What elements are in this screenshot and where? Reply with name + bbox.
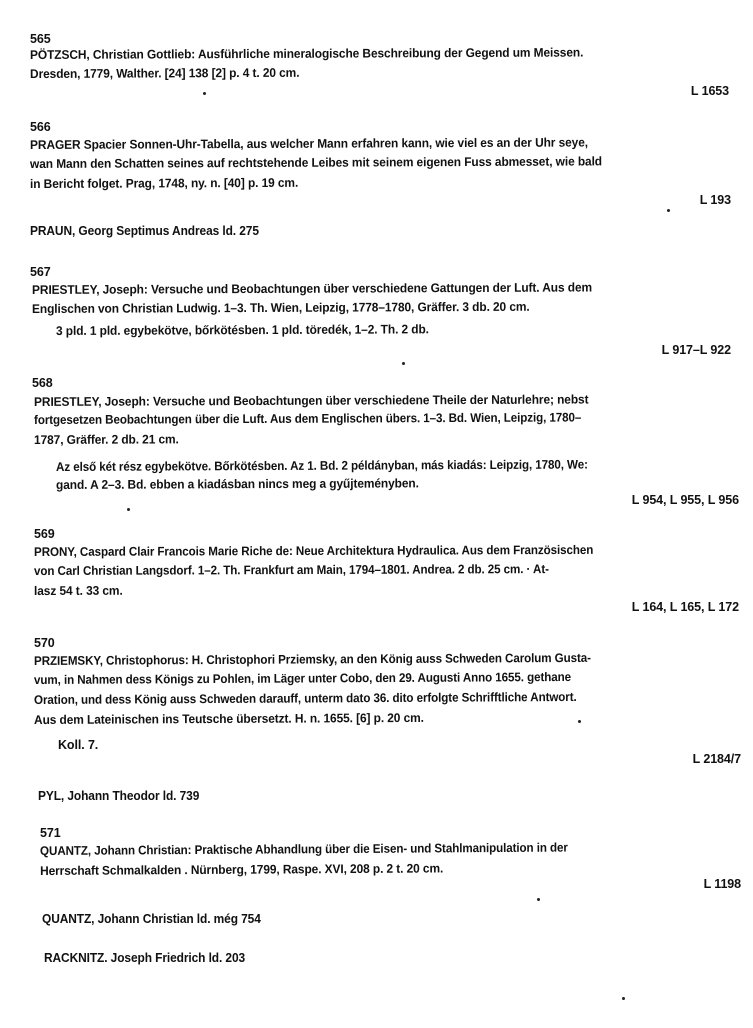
entry-565-signature: L 1653	[690, 84, 729, 98]
entry-568-signature: L 954, L 955, L 956	[631, 493, 739, 507]
crossref-praun: PRAUN, Georg Septimus Andreas ld. 275	[30, 224, 259, 238]
entry-569-line-1: PRONY, Caspard Clair Francois Marie Riche de: Neue Architektura Hydraulica. Aus dem Französischen	[34, 542, 594, 559]
entry-570-line-3: Oration, und dess König auss Schweden darauff, unterm dato 36. dito erfolgte Schrifftliche Antwort.	[34, 689, 577, 707]
entry-569-number: 569	[34, 527, 55, 541]
scan-speck	[127, 508, 130, 511]
entry-570-line-2: vum, in Nahmen dess Königs zu Pohlen, im Läger unter Cobo, den 29. Augusti Anno 1655. gethane	[34, 669, 572, 687]
scan-speck	[203, 92, 206, 95]
entry-567-signature: L 917–L 922	[661, 343, 731, 357]
entry-565-line-2: Dresden, 1779, Walther. [24] 138 [2] p. 4 t. 20 cm.	[30, 65, 300, 81]
entry-566-signature: L 193	[699, 193, 731, 207]
entry-570-number: 570	[34, 636, 55, 650]
crossref-quantz: QUANTZ, Johann Christian ld. még 754	[42, 912, 261, 926]
entry-571-line-2: Herrschaft Schmalkalden . Nürnberg, 1799, Raspe. XVI, 208 p. 2 t. 20 cm.	[40, 861, 444, 878]
entry-566-line-2: wan Mann den Schatten seines auf rechtstehende Leibes mit seinem eigenen Fuss abmesset, wie bald	[30, 154, 603, 171]
crossref-racknitz: RACKNITZ. Joseph Friedrich ld. 203	[44, 951, 246, 965]
entry-570-line-5: Koll. 7.	[58, 738, 99, 752]
entry-568-line-4: Az első két rész egybekötve. Bőrkötésben. Az 1. Bd. 2 példányban, más kiadás: Leipzig, 1780, We:	[56, 457, 588, 474]
scan-speck	[537, 898, 540, 901]
entry-571-signature: L 1198	[703, 877, 741, 891]
entry-565-line-1: PÖTZSCH, Christian Gottlieb: Ausführliche mineralogische Beschreibung der Gegend um Meissen.	[30, 45, 584, 62]
entry-566-number: 566	[30, 120, 51, 134]
entry-570-line-4: Aus dem Lateinischen ins Teutsche übersetzt. H. n. 1655. [6] p. 20 cm.	[34, 710, 424, 727]
crossref-pyl: PYL, Johann Theodor ld. 739	[38, 789, 200, 803]
entry-568-line-5: gand. A 2–3. Bd. ebben a kiadásban nincs meg a gyűjteményben.	[56, 476, 419, 492]
entry-565-number: 565	[30, 32, 51, 46]
entry-568-number: 568	[32, 376, 53, 390]
entry-567-line-3: 3 pld. 1 pld. egybekötve, bőrkötésben. 1 pld. töredék, 1–2. Th. 2 db.	[56, 322, 429, 338]
entry-568-line-1: PRIESTLEY, Joseph: Versuche und Beobachtungen über verschiedene Theile der Naturlehre; nebst	[34, 392, 589, 409]
entry-570-line-1: PRZIEMSKY, Christophorus: H. Christophori Prziemsky, an den König auss Schweden Carolum Gusta-	[34, 650, 591, 668]
entry-566-line-1: PRAGER Spacier Sonnen-Uhr-Tabella, aus welcher Mann erfahren kann, wie viel es an der Uhr seye,	[30, 135, 588, 152]
entry-571-line-1: QUANTZ, Johann Christian: Praktische Abhandlung über die Eisen- und Stahlmanipulation in der	[40, 840, 568, 858]
scan-speck	[578, 720, 581, 723]
scan-speck	[402, 362, 405, 365]
scan-speck	[667, 209, 670, 212]
entry-567-number: 567	[30, 265, 51, 279]
entry-569-line-2: von Carl Christian Langsdorf. 1–2. Th. Frankfurt am Main, 1794–1801. Andrea. 2 db. 25 cm. · At-	[34, 562, 549, 578]
scan-speck	[622, 997, 625, 1000]
entry-567-line-2: Englischen von Christian Ludwig. 1–3. Th. Wien, Leipzig, 1778–1780, Gräffer. 3 db. 20 cm.	[32, 299, 530, 316]
entry-566-line-3: in Bericht folget. Prag, 1748, ny. n. [40] p. 19 cm.	[30, 175, 299, 191]
entry-568-line-2: fortgesetzen Beobachtungen über die Luft. Aus dem Englischen übers. 1–3. Bd. Wien, Leipzig, 1780–	[34, 410, 582, 427]
entry-569-signature: L 164, L 165, L 172	[631, 600, 739, 614]
entry-569-line-3: lasz 54 t. 33 cm.	[34, 583, 123, 598]
entry-567-line-1: PRIESTLEY, Joseph: Versuche und Beobachtungen über verschiedene Gattungen der Luft. Aus dem	[32, 280, 593, 297]
entry-570-signature: L 2184/7	[692, 752, 741, 766]
entry-571-number: 571	[40, 826, 61, 840]
entry-568-line-3: 1787, Gräffer. 2 db. 21 cm.	[34, 432, 179, 447]
